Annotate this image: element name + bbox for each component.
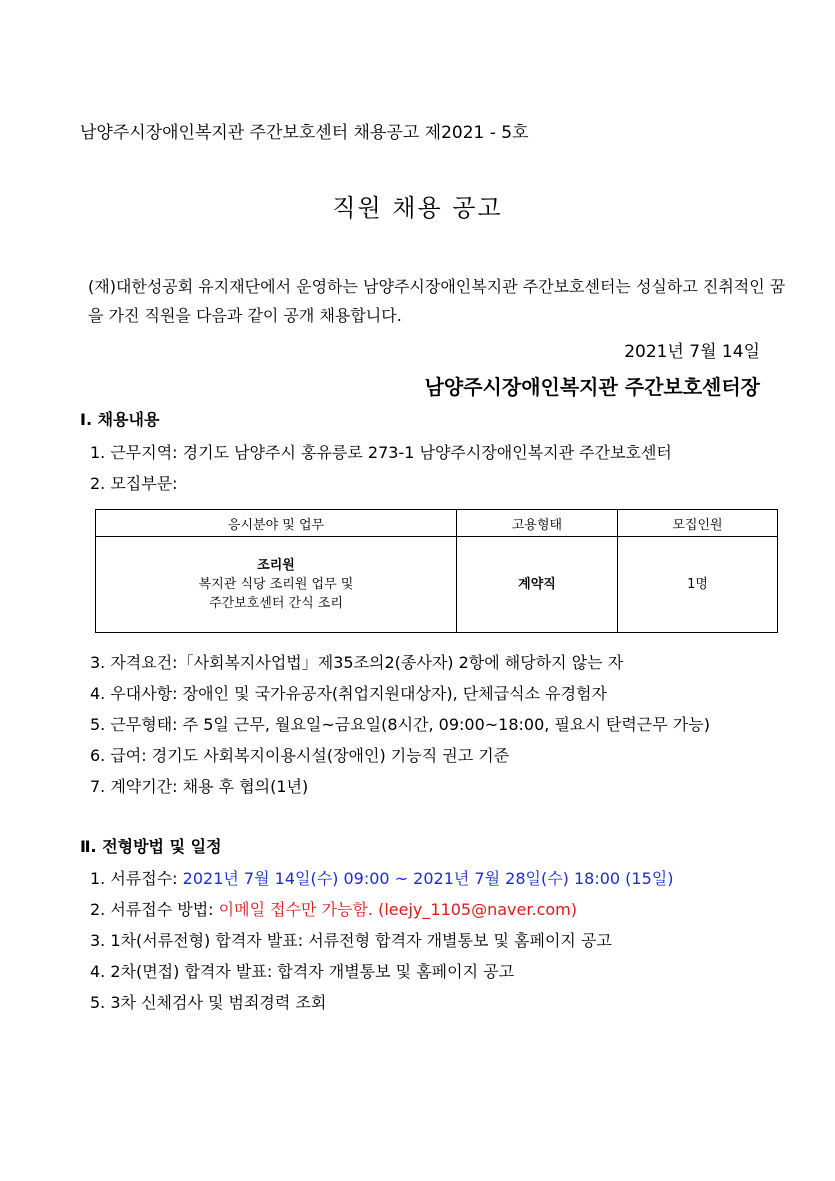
table-row (96, 537, 778, 633)
preference-item: 4. 우대사항: 장애인 및 국가유공자(취업지원대상자), 단체급식소 유경험자 (90, 684, 607, 703)
recruit-table (95, 509, 778, 633)
salary-item: 6. 급여: 경기도 사회복지이용시설(장애인) 기능직 권고 기준 (90, 746, 510, 765)
doc-receipt-label: 1. 서류접수: (90, 869, 183, 888)
position-cell (96, 537, 457, 633)
table-header-row (96, 510, 778, 537)
doc-method-item (90, 897, 577, 920)
doc-receipt-item (90, 866, 674, 889)
intro-paragraph: (재)대한성공회 유지재단에서 운영하는 남양주시장애인복지관 주간보호센터는 성실하고 진취적인 꿈을 가진 직원을 다음과 같이 공개 채용합니다. (88, 277, 786, 325)
position-duty: 주간보호센터 간식 조리 (209, 596, 343, 611)
doc-method-label: 2. 서류접수 방법: (90, 900, 219, 919)
table-header: 응시분야 및 업무 (96, 510, 457, 537)
issuer-name: 남양주시장애인복지관 주간보호센터장 (424, 375, 760, 399)
table-header: 고용형태 (457, 510, 618, 537)
contract-period-item: 7. 계약기간: 채용 후 협의(1년) (90, 777, 309, 796)
count-cell: 1명 (618, 537, 778, 633)
third-round-item: 5. 3차 신체검사 및 범죄경력 조회 (90, 993, 327, 1012)
second-round-item: 4. 2차(면접) 합격자 발표: 합격자 개별통보 및 홈페이지 공고 (90, 962, 515, 981)
work-type-item: 5. 근무형태: 주 5일 근무, 월요일~금요일(8시간, 09:00~18:00, 필요시 탄력근무 가능) (90, 715, 710, 734)
first-round-item: 3. 1차(서류전형) 합격자 발표: 서류전형 합격자 개별통보 및 홈페이지 공고 (90, 931, 612, 950)
table-header: 모집인원 (618, 510, 778, 537)
position-duty: 복지관 식당 조리원 업무 및 (198, 577, 354, 592)
doc-receipt-period: 2021년 7월 14일(수) 09:00 ~ 2021년 7월 28일(수) 18:00 (15일) (182, 869, 674, 888)
section2-heading: Ⅱ. 전형방법 및 일정 (80, 837, 222, 856)
work-location: 1. 근무지역: 경기도 남양주시 홍유릉로 273-1 남양주시장애인복지관 주간보호센터 (90, 443, 672, 462)
document-title: 직원 채용 공고 (332, 194, 503, 222)
section1-heading: Ⅰ. 채용내용 (80, 410, 160, 429)
notice-number: 남양주시장애인복지관 주간보호센터 채용공고 제2021 - 5호 (80, 123, 529, 143)
position-name: 조리원 (257, 558, 295, 573)
doc-method-value: 이메일 접수만 가능함. (leejy_1105@naver.com) (218, 900, 577, 919)
qualification-item: 3. 자격요건:「사회복지사업법」제35조의2(종사자) 2항에 해당하지 않는 자 (90, 653, 624, 672)
employment-type-cell: 계약직 (457, 537, 618, 633)
recruit-field-label: 2. 모집부문: (90, 474, 178, 493)
notice-date: 2021년 7월 14일 (624, 342, 760, 362)
